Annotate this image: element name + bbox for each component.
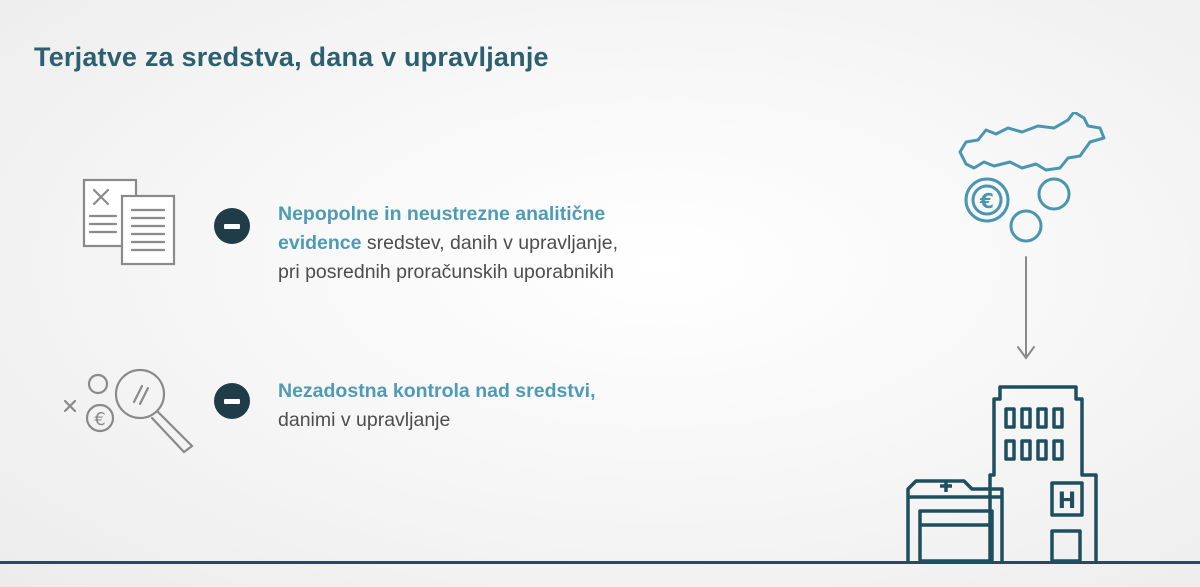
euro-coin-icon: [960, 170, 1080, 246]
euro-symbol: €: [94, 409, 106, 430]
finding-1-text: [278, 200, 698, 287]
documents-icon: [80, 176, 180, 268]
finding-1-highlight-line2: evidence: [278, 232, 362, 254]
finding-1-line3: pri posrednih proračunskih uporabnikih: [278, 261, 615, 283]
finding-2-highlight-line1: Nezadostna kontrola nad sredstvi,: [278, 380, 596, 402]
minus-circle-icon: [214, 208, 250, 244]
ground-line: [0, 561, 1200, 564]
hospital-sign-text: H: [1057, 489, 1077, 514]
hospital-building-icon: [904, 385, 1104, 563]
finding-2-line2: danimi v upravljanje: [278, 409, 451, 431]
finding-1-rest-line2: sredstev, danih v upravljanje,: [361, 232, 618, 254]
magnifier-coins-icon: [60, 368, 200, 454]
minus-circle-icon: [214, 383, 250, 419]
page-title: Terjatve za sredstva, dana v upravljanje: [34, 42, 549, 72]
finding-1-highlight-line1: Nepopolne in neustrezne analitične: [278, 203, 606, 225]
euro-symbol: €: [980, 189, 994, 213]
finding-2-text: [278, 377, 698, 435]
arrow-down-icon: [1014, 255, 1038, 365]
